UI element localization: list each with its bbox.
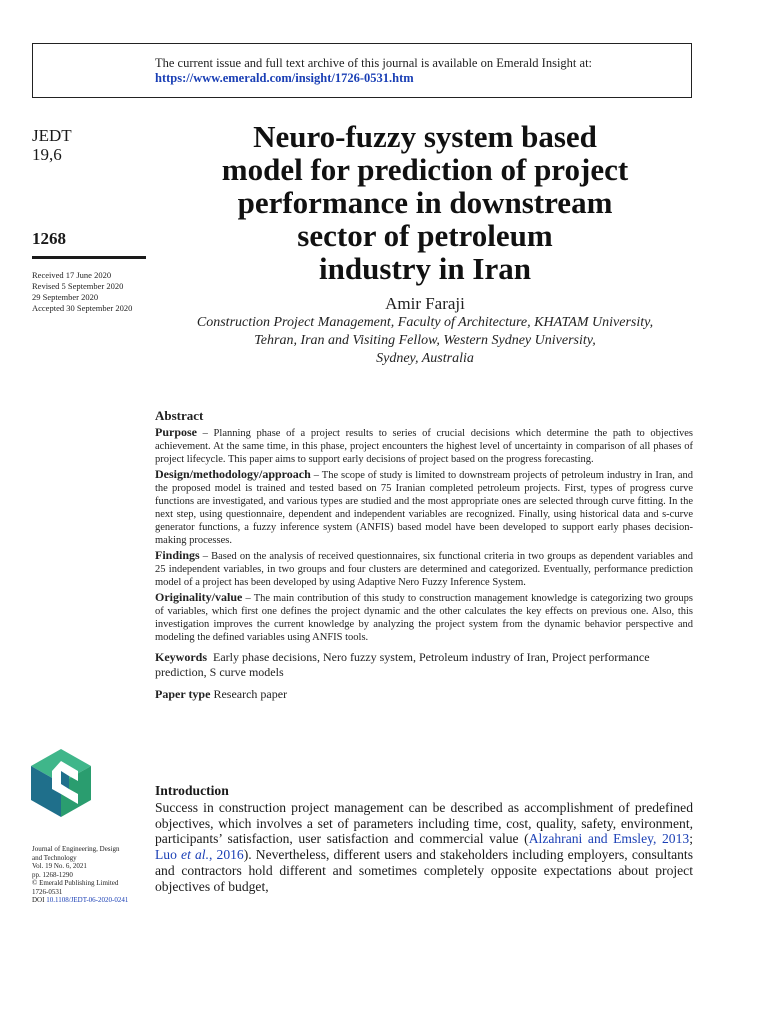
affiliation-line: Sydney, Australia (376, 351, 474, 366)
abstract-text: – The main contribution of this study to construction management knowledge is categorizing two groups of variables, which first one defines the project dynamic and the other calculates the key effects on previous one. Also, this investigation improves the current knowledge by analyzing the project system from the dynamic behavior perspective and modeling the defined variables using ANFIS tools. (155, 593, 693, 643)
date-revised-2: 29 September 2020 (32, 292, 99, 302)
date-received: Received 17 June 2020 (32, 270, 112, 280)
abstract-label: Design/methodology/approach (155, 467, 311, 481)
affiliation-line: Tehran, Iran and Visiting Fellow, Western Sydney University, (254, 333, 596, 348)
abstract-text: – Based on the analysis of received questionnaires, six functional criteria in two groups as dependent variables and 25 independent variables, in two groups and four clusters are determined and categorized. Eventually, performance prediction model of a project has been developed by using Adaptive Nero Fuzzy Inference System. (155, 551, 693, 588)
citation-author: Luo (155, 847, 182, 863)
pubinfo-line: and Technology (32, 853, 77, 862)
keywords (155, 650, 693, 680)
doi-line (32, 896, 128, 905)
abstract-heading: Abstract (155, 408, 204, 423)
citation-separator: ; (689, 831, 693, 847)
paper-type (155, 688, 693, 701)
abstract-label: Findings (155, 548, 200, 562)
intro-text: Success in construction project management can be described as accomplishment of predefined objectives, which involves a set of parameters including time, cost, quality, safety, environment, participants’ satisfaction, user satisfaction and commercial value ( (155, 799, 693, 847)
doi-link[interactable]: 10.1108/JEDT-06-2020-0241 (46, 896, 129, 904)
pubinfo-line: © Emerald Publishing Limited (32, 879, 119, 887)
abstract-text: – The scope of study is limited to downstream projects of petroleum industry in Iran, and the proposed model is trained and tested based on 75 Iranian completed petroleum projects. First, types of progress curve functions are investigated, and various types are studied and the most appropriate ones are selected through curve fitting. In the next step, using questionnaire, dependent and independent variables are recognized. Finally, using historical data and s-curve generator functions, a fuzzy inference system (ANFIS) based model have been developed to support early phases decision-making processes. (155, 470, 693, 546)
abstract-findings (155, 549, 693, 589)
date-revised-1: Revised 5 September 2020 (32, 281, 124, 291)
title-line: industry in Iran (319, 251, 531, 286)
abstract-originality (155, 591, 693, 644)
publisher-logo-icon (28, 747, 94, 819)
pubinfo-line: 1726-0531 (32, 887, 63, 896)
citation-et-al: et al. (181, 847, 209, 863)
volume-issue: 19,6 (32, 145, 62, 164)
title-line: performance in downstream (237, 185, 613, 220)
archive-notice-box (32, 43, 692, 98)
archive-notice-text: The current issue and full text archive of this journal is available on Emerald Insight at: (155, 56, 593, 70)
article-title (160, 120, 690, 285)
affiliation-line: Construction Project Management, Faculty of Architecture, KHATAM University, (196, 315, 654, 330)
intro-text: ). Nevertheless, different users and stakeholders including employers, consultants and contractors hold different and sometimes completely opposite expectations about project objectives of budget, (155, 847, 694, 894)
abstract-text: – Planning phase of a project results to series of crucial decisions which determine the path to objectives achievement. At the same time, in this phase, project encounters the highest level of uncertainty in comparison of all phases of project lifecycle. This paper aims to support early decisions of project based on the progress forecasting. (155, 428, 693, 465)
abstract-label: Purpose (155, 425, 197, 439)
introduction (155, 783, 693, 895)
journal-abbrev: JEDT (32, 126, 72, 145)
title-line: model for prediction of project (221, 152, 629, 187)
paper-type-label: Paper type (155, 687, 211, 701)
journal-url-link[interactable]: https://www.emerald.com/insight/1726-0531.htm (155, 71, 414, 85)
publication-info (32, 845, 128, 905)
pubinfo-line: Journal of Engineering, Design (32, 845, 120, 853)
journal-code (32, 126, 72, 164)
keywords-label: Keywords (155, 650, 207, 664)
abstract (155, 409, 693, 701)
citation-link[interactable] (155, 847, 244, 862)
title-line: Neuro-fuzzy system based (253, 119, 597, 154)
citation-link[interactable]: Alzahrani and Emsley, 2013 (528, 831, 690, 847)
author-name: Amir Faraji (385, 294, 465, 313)
keywords-text: Early phase decisions, Nero fuzzy system, Petroleum industry of Iran, Project performance prediction, S curve models (155, 650, 650, 679)
citation-year: , 2016 (208, 847, 244, 863)
doi-label: DOI (32, 896, 45, 904)
pubinfo-line: pp. 1268-1290 (32, 870, 73, 879)
introduction-heading: Introduction (155, 783, 229, 798)
abstract-design (155, 468, 693, 547)
date-accepted: Accepted 30 September 2020 (32, 303, 133, 313)
abstract-label: Originality/value (155, 590, 243, 604)
author-affiliation (150, 314, 700, 368)
page-number-rule (32, 256, 146, 259)
paper-type-text: Research paper (210, 687, 288, 701)
pubinfo-line: Vol. 19 No. 6, 2021 (32, 862, 87, 870)
abstract-purpose (155, 426, 693, 466)
article-dates (32, 270, 132, 314)
title-line: sector of petroleum (297, 218, 553, 253)
page-number: 1268 (32, 229, 66, 248)
